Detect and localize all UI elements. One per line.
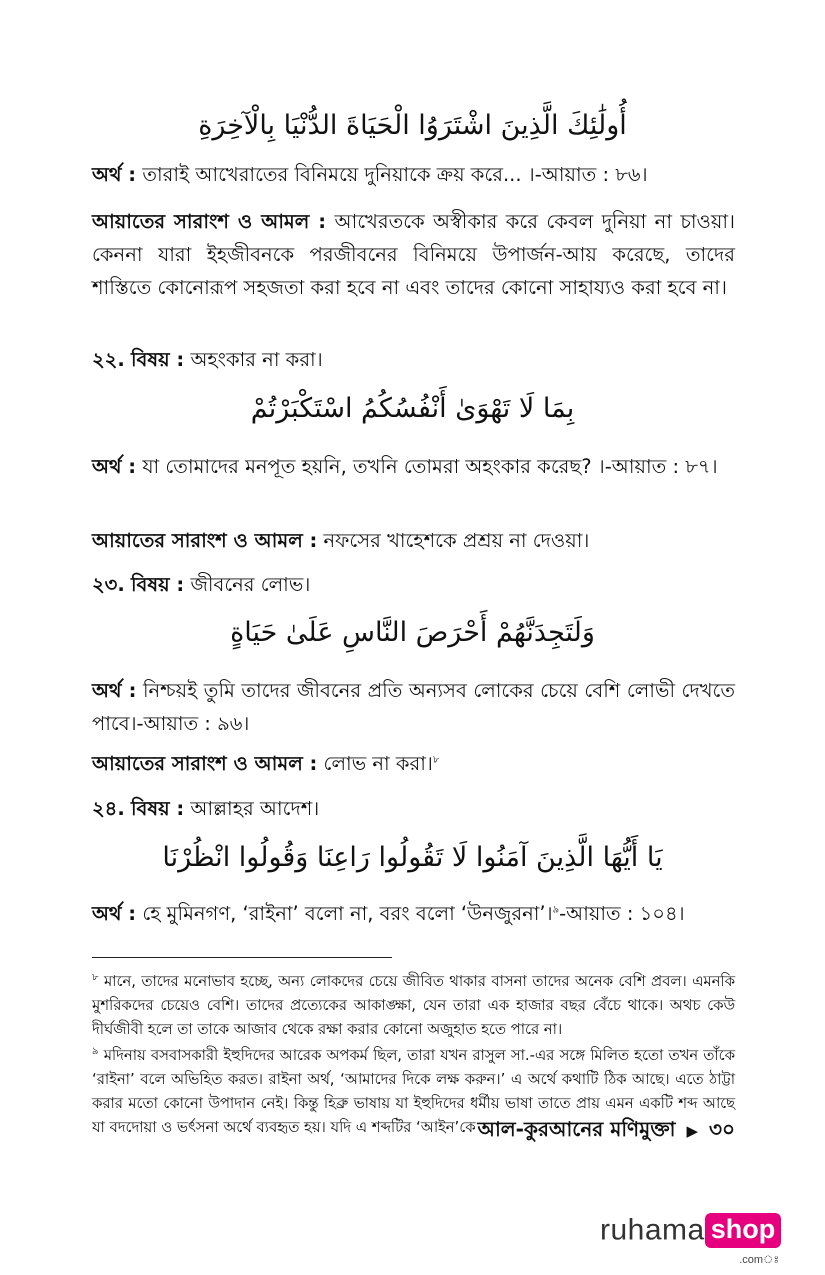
summary-label: আয়াতের সারাংশ ও আমল : bbox=[92, 210, 327, 233]
topic-text: জীবনের লোভ। bbox=[190, 573, 311, 596]
logo-domain: .comঃ bbox=[739, 1254, 780, 1266]
topic-text: আল্লাহর আদেশ। bbox=[190, 797, 320, 820]
summary-label: আয়াতের সারাংশ ও আমল : bbox=[92, 752, 318, 775]
footnote-text: মদিনায় বসবাসকারী ইহুদিদের আরেক অপকর্ম ছিল, তারা যখন রাসুল সা.-এর সঙ্গে মিলিত হতো তখন তাঁকে ‘রাইনা’ বলে অভিহিত করত। রাইনা অর্থ, ‘আমাদের দিকে লক্ষ করুন।’ এ অর্থে কথাটি ঠিক আছে। এতে ঠাট্টা করার মতো কোনো উপাদান নেই। কিন্তু হিব্রু ভাষায় যা ইহুদিদের ধর্মীয় ভাষা তাতে প্রায় এমন একটি শব্দ আছে যা বদদোয়া ও ভর্ৎসনা অর্থে ব্যবহৃত হয়। যদি এ শব্দটির ‘আইন’কে bbox=[92, 1047, 735, 1136]
logo-ruhama-text: ruhama bbox=[600, 1213, 705, 1247]
ruhamashop-logo bbox=[600, 1213, 781, 1266]
meaning-text: তারাই আখেরাতের বিনিময়ে দুনিয়াকে ক্রয় করে... ।-আয়াত : ৮৬। bbox=[142, 163, 648, 186]
meaning-96 bbox=[92, 674, 735, 740]
meaning-ayah-ref: -আয়াত : ১০৪। bbox=[559, 902, 685, 925]
arabic-verse-3: وَلَتَجِدَنَّهُمْ أَحْرَصَ النَّاسِ عَلَىٰ حَيَاةٍ bbox=[230, 617, 595, 648]
meaning-text: যা তোমাদের মনপূত হয়নি, তখনি তোমরা অহংকার করেছ? ।-আয়াত : ৮৭। bbox=[142, 455, 718, 478]
topic-number: ২২. bbox=[92, 348, 125, 371]
page-footer bbox=[477, 1115, 735, 1148]
book-title: আল-কুরআনের মণিমুক্তা bbox=[477, 1117, 676, 1141]
meaning-label: অর্থ : bbox=[92, 163, 137, 186]
meaning-label: অর্থ : bbox=[92, 455, 137, 478]
footnote-mark: ৯ bbox=[92, 1046, 99, 1058]
meaning-label: অর্থ : bbox=[92, 679, 137, 702]
footnote-divider bbox=[92, 957, 392, 958]
meaning-label: অর্থ : bbox=[92, 902, 137, 925]
arabic-verse-1: أُولَٰئِكَ الَّذِينَ اشْتَرَوُا الْحَيَاةَ الدُّنْيَا بِالْآخِرَةِ bbox=[198, 110, 627, 141]
footnote-text: মানে, তাদের মনোভাব হচ্ছে, অন্য লোকদের চেয়ে জীবিত থাকার বাসনা তাদের অনেক বেশি প্রবল। এমনকি মুশরিকদের চেয়েও বেশি। তাদের প্রত্যেকের আকাঙ্ক্ষা, যেন তারা এক হাজার বছর বেঁচে থাকে। অথচ কেউ দীর্ঘজীবী হলে তা তাকে আজাব থেকে রক্ষা করার কোনো অজুহাত হতে পারে না। bbox=[92, 973, 735, 1038]
summary-96 bbox=[92, 747, 735, 780]
summary-87 bbox=[92, 524, 735, 557]
play-arrow-icon: ▶ bbox=[686, 1122, 699, 1140]
footnote-ref-8[interactable]: ৮ bbox=[432, 754, 440, 766]
topic-text: অহংকার না করা। bbox=[190, 348, 323, 371]
summary-86 bbox=[92, 205, 735, 304]
topic-23 bbox=[92, 568, 735, 601]
arabic-verse-2: بِمَا لَا تَهْوَىٰ أَنْفُسُكُمُ اسْتَكْبَرْتُمْ bbox=[250, 393, 575, 424]
meaning-text: হে মুমিনগণ, ‘রাইনা’ বলো না, বরং বলো ‘উনজুরনা’। bbox=[142, 902, 553, 925]
summary-text: লোভ না করা। bbox=[323, 752, 433, 775]
logo-shop-badge: shop bbox=[705, 1213, 782, 1248]
page-number: ৩০ bbox=[708, 1117, 735, 1141]
meaning-104 bbox=[92, 897, 735, 930]
summary-text: নফসের খাহেশকে প্রশ্রয় না দেওয়া। bbox=[323, 529, 590, 552]
meaning-87 bbox=[92, 450, 735, 483]
footnote-mark: ৮ bbox=[92, 972, 99, 984]
topic-number: ২৩. bbox=[92, 573, 125, 596]
topic-label: বিষয় : bbox=[130, 797, 185, 820]
arabic-verse-4: يَا أَيُّهَا الَّذِينَ آمَنُوا لَا تَقُولُوا رَاعِنَا وَقُولُوا انْظُرْنَا bbox=[162, 842, 663, 873]
topic-label: বিষয় : bbox=[130, 573, 185, 596]
footnote-ref-9[interactable]: ৯ bbox=[552, 904, 560, 916]
summary-text: আখেরতকে অস্বীকার করে কেবল দুনিয়া না চাওয়া। কেননা যারা ইহজীবনকে পরজীবনের বিনিময়ে উপার্জন-আয় করেছে, তাদের শাস্তিতে কোনোরূপ সহজতা করা হবে না এবং তাদের কোনো সাহায্যও করা হবে না। bbox=[92, 210, 735, 299]
footnote-8 bbox=[92, 970, 735, 1042]
topic-22 bbox=[92, 343, 735, 376]
topic-24 bbox=[92, 792, 735, 825]
meaning-text: নিশ্চয়ই তুমি তাদের জীবনের প্রতি অন্যসব লোকের চেয়ে বেশি লোভী দেখতে পাবে।-আয়াত : ৯৬। bbox=[92, 679, 735, 735]
summary-label: আয়াতের সারাংশ ও আমল : bbox=[92, 529, 318, 552]
topic-label: বিষয় : bbox=[130, 348, 185, 371]
meaning-86 bbox=[92, 158, 735, 191]
topic-number: ২৪. bbox=[92, 797, 125, 820]
